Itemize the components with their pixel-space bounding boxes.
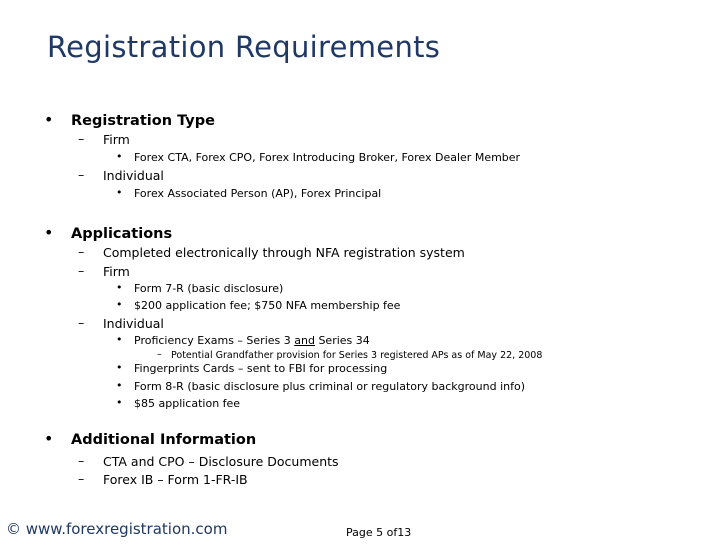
dash-marker: – bbox=[157, 349, 162, 360]
item-fingerprints: Fingerprints Cards – sent to FBI for processing bbox=[134, 362, 388, 375]
dash-marker: – bbox=[78, 453, 85, 468]
bullet-marker: • bbox=[116, 298, 123, 311]
item-cta-cpo: CTA and CPO – Disclosure Documents bbox=[103, 454, 339, 469]
item-individual-types: Forex Associated Person (AP), Forex Principal bbox=[134, 187, 382, 200]
item-forex-ib: Forex IB – Form 1-FR-IB bbox=[103, 472, 248, 487]
heading-registration-type: Registration Type bbox=[71, 113, 215, 129]
bullet-marker: • bbox=[44, 110, 54, 129]
item-form-7r: Form 7-R (basic disclosure) bbox=[134, 282, 284, 295]
exams-suffix: Series 34 bbox=[314, 334, 370, 347]
item-app-individual: Individual bbox=[103, 316, 164, 331]
bullet-marker: • bbox=[116, 379, 123, 392]
dash-marker: – bbox=[78, 167, 85, 182]
heading-additional-information: Additional Information bbox=[71, 432, 257, 448]
dash-marker: – bbox=[78, 131, 85, 146]
item-grandfather: Potential Grandfather provision for Series 3 registered APs as of May 22, 2008 bbox=[171, 350, 543, 361]
exams-prefix: Proficiency Exams – Series 3 bbox=[134, 334, 295, 347]
item-firm-fees: $200 application fee; $750 NFA membership fee bbox=[134, 299, 401, 312]
item-form-8r: Form 8-R (basic disclosure plus criminal or regulatory background info) bbox=[134, 380, 526, 393]
item-app-firm: Firm bbox=[103, 264, 130, 279]
dash-marker: – bbox=[78, 471, 85, 486]
item-firm: Firm bbox=[103, 132, 130, 147]
item-app-fee: $85 application fee bbox=[134, 397, 241, 410]
bullet-marker: • bbox=[44, 223, 54, 242]
dash-marker: – bbox=[78, 315, 85, 330]
dash-marker: – bbox=[78, 263, 85, 278]
item-individual: Individual bbox=[103, 168, 164, 183]
bullet-marker: • bbox=[116, 361, 123, 374]
exams-and: and bbox=[294, 334, 315, 347]
bullet-marker: • bbox=[116, 396, 123, 409]
bullet-marker: • bbox=[44, 429, 54, 448]
bullet-marker: • bbox=[116, 150, 123, 163]
item-electronic: Completed electronically through NFA registration system bbox=[103, 245, 465, 260]
item-proficiency-exams bbox=[134, 334, 370, 347]
slide-title: Registration Requirements bbox=[47, 30, 441, 64]
heading-applications: Applications bbox=[71, 226, 173, 242]
item-firm-types: Forex CTA, Forex CPO, Forex Introducing Broker, Forex Dealer Member bbox=[134, 151, 521, 164]
bullet-marker: • bbox=[116, 186, 123, 199]
footer-copyright: © www.forexregistration.com bbox=[6, 520, 228, 538]
dash-marker: – bbox=[78, 244, 85, 259]
footer-page-number: Page 5 of13 bbox=[346, 526, 412, 539]
bullet-marker: • bbox=[116, 333, 123, 346]
bullet-marker: • bbox=[116, 281, 123, 294]
